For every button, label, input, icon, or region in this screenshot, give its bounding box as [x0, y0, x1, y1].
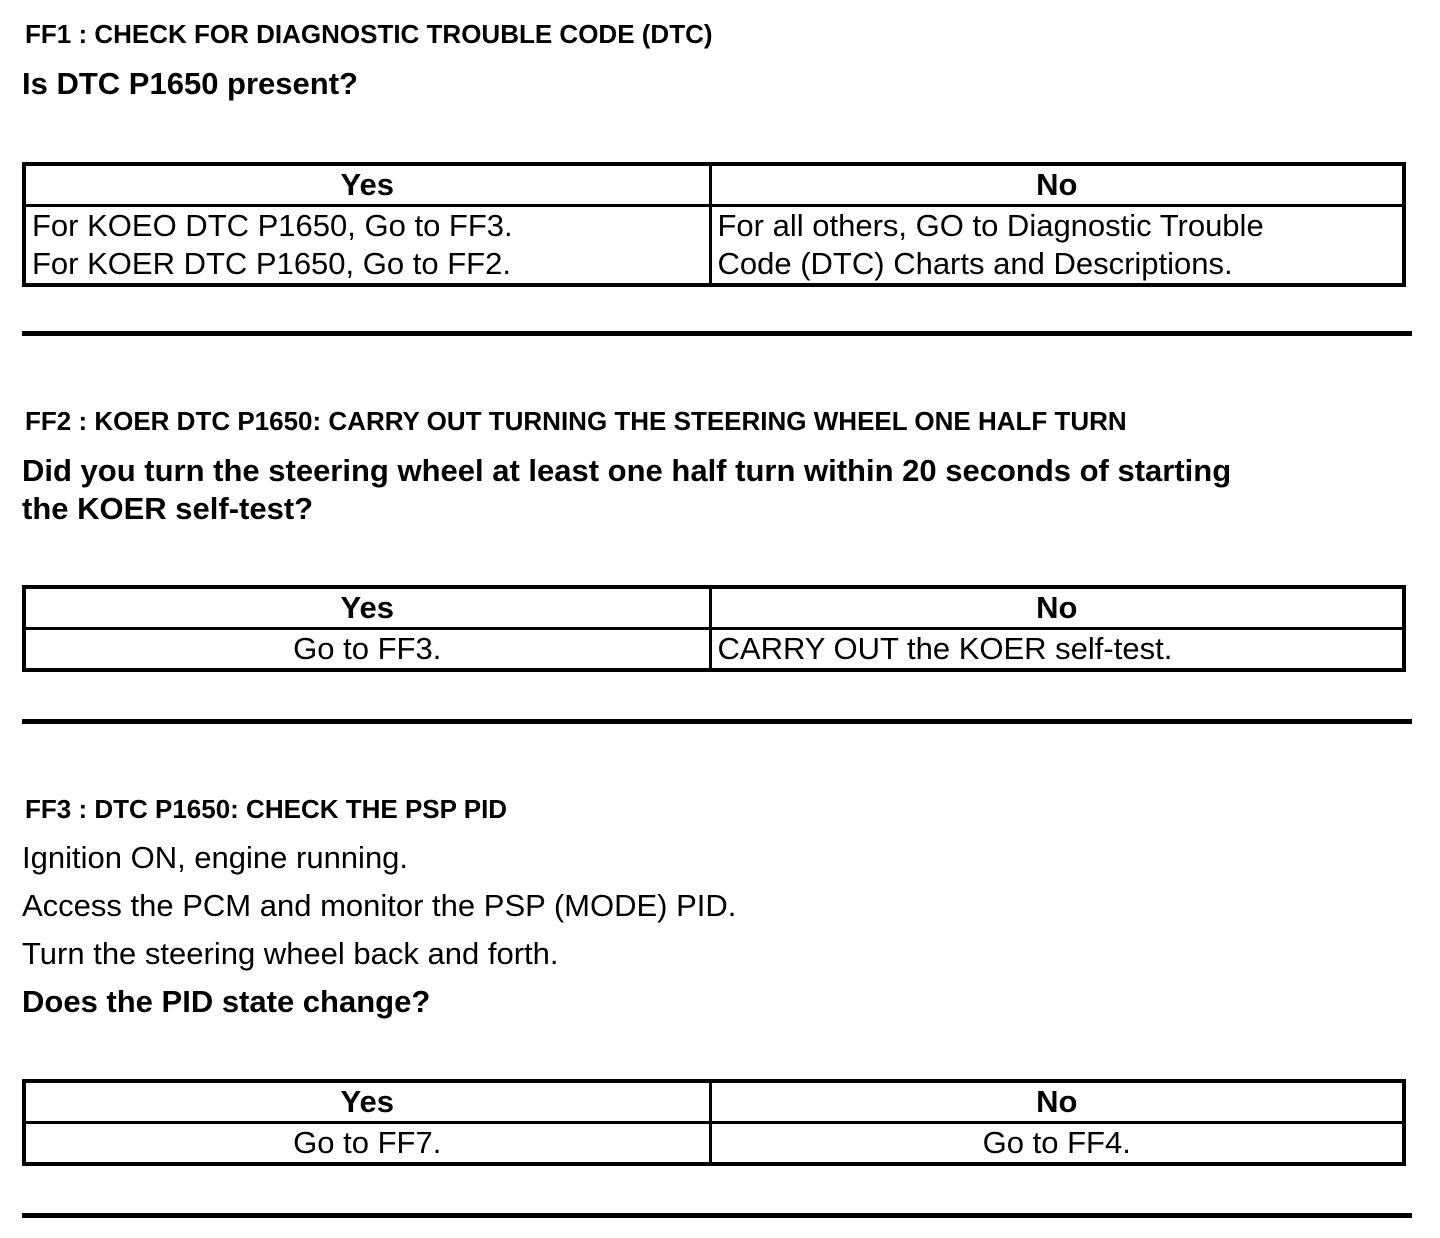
ff3-no-header: No [710, 1081, 1404, 1123]
ff1-yes-line: For KOER DTC P1650, Go to FF2. [32, 246, 511, 281]
ff1-answer-table [22, 162, 1406, 287]
ff3-yes-cell: Go to FF7. [24, 1123, 710, 1165]
ff1-yes-header: Yes [24, 164, 710, 206]
ff2-no-header: No [710, 587, 1404, 629]
ff3-instruction: Access the PCM and monitor the PSP (MODE) PID. [22, 888, 737, 923]
ff1-question: Is DTC P1650 present? [22, 66, 358, 101]
ff3-no-cell: Go to FF4. [710, 1123, 1404, 1165]
ff3-title: FF3 : DTC P1650: CHECK THE PSP PID [25, 794, 508, 824]
ff3-answer-table [22, 1079, 1406, 1166]
ff1-no-cell [710, 206, 1404, 286]
ff1-title: FF1 : CHECK FOR DIAGNOSTIC TROUBLE CODE (DTC) [25, 19, 713, 49]
ff2-title: FF2 : KOER DTC P1650: CARRY OUT TURNING THE STEERING WHEEL ONE HALF TURN [25, 406, 1127, 436]
ff2-yes-header: Yes [24, 587, 710, 629]
ff2-no-cell: CARRY OUT the KOER self-test. [710, 629, 1404, 671]
ff1-no-line: Code (DTC) Charts and Descriptions. [717, 246, 1233, 281]
ff2-yes-cell: Go to FF3. [24, 629, 710, 671]
ff1-no-header: No [710, 164, 1404, 206]
ff1-no-line: For all others, GO to Diagnostic Trouble [717, 208, 1264, 243]
section-divider [22, 331, 1412, 336]
ff2-question-line: Did you turn the steering wheel at least one half turn within 20 seconds of starting [22, 453, 1232, 488]
ff3-instruction: Turn the steering wheel back and forth. [22, 936, 559, 971]
ff3-question: Does the PID state change? [22, 984, 431, 1019]
ff1-yes-cell [24, 206, 710, 286]
section-divider [22, 1213, 1412, 1218]
ff1-yes-line: For KOEO DTC P1650, Go to FF3. [32, 208, 513, 243]
ff2-question-line: the KOER self-test? [22, 491, 314, 526]
ff3-instruction: Ignition ON, engine running. [22, 840, 409, 875]
ff2-answer-table [22, 585, 1406, 672]
section-divider [22, 719, 1412, 724]
ff3-yes-header: Yes [24, 1081, 710, 1123]
